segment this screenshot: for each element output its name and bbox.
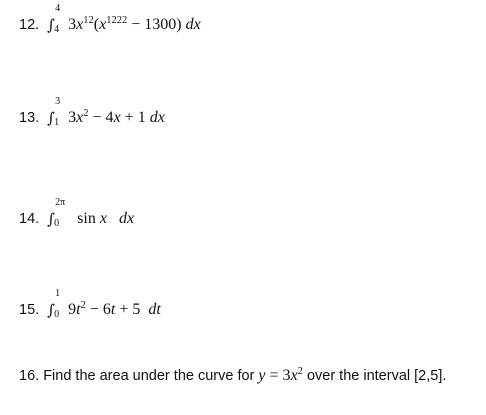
integral-symbol: ∫ — [47, 210, 55, 228]
problem-16 — [19, 367, 446, 385]
upper-limit: 4 — [55, 3, 61, 14]
upper-limit: 1 — [55, 288, 61, 299]
lower-limit: 0 — [54, 218, 60, 229]
problem-text: Find the area under the curve for — [39, 368, 259, 384]
variable: t — [76, 301, 81, 318]
exponent: 2 — [83, 108, 89, 119]
variable: t — [110, 301, 116, 318]
variable: x — [99, 16, 107, 33]
variable: x — [76, 16, 84, 33]
integral-sign — [47, 288, 64, 320]
variable: x — [76, 109, 84, 126]
exponent: 2 — [297, 366, 303, 377]
open-paren: ( — [93, 16, 100, 33]
expression-rest: − 4 — [88, 109, 114, 126]
variable: y — [258, 367, 266, 384]
problem-12 — [19, 3, 201, 35]
problem-number: 12. — [19, 17, 40, 33]
upper-limit: 2π — [55, 197, 66, 208]
integral-sign — [47, 197, 73, 229]
variable: x — [290, 367, 298, 384]
problem-number: 13. — [19, 110, 40, 126]
exponent: 12 — [83, 15, 94, 26]
variable: x — [99, 210, 107, 227]
coefficient: 9 — [68, 301, 77, 318]
differential: dx — [149, 109, 165, 126]
equation — [258, 367, 303, 384]
expression-rest: + 5 — [115, 301, 149, 318]
problem-15 — [19, 288, 161, 320]
differential: dt — [148, 301, 161, 318]
integrand — [68, 301, 161, 318]
coefficient: 3 — [68, 16, 77, 33]
expression-rest: − 1300) — [127, 16, 186, 33]
exponent: 1222 — [106, 15, 128, 26]
function-name: sin — [77, 210, 96, 227]
variable: x — [113, 109, 121, 126]
exponent: 2 — [80, 300, 86, 311]
problem-number: 16. — [19, 368, 40, 384]
problem-text: over the interval [2,5]. — [302, 368, 447, 384]
integral-sign — [47, 3, 64, 35]
integrand — [68, 109, 165, 126]
lower-limit: 1 — [54, 117, 60, 128]
integrand — [68, 16, 201, 33]
integral-symbol: ∫ — [47, 109, 55, 127]
problem-13 — [19, 96, 165, 128]
lower-limit: 4 — [54, 24, 60, 35]
lower-limit: 0 — [54, 309, 60, 320]
differential: dx — [118, 210, 135, 227]
problem-14 — [19, 197, 135, 229]
coefficient: 3 — [68, 109, 77, 126]
expression-rest: − 6 — [85, 301, 111, 318]
equals-coefficient: = 3 — [265, 367, 291, 384]
integral-symbol: ∫ — [47, 16, 55, 34]
problem-number: 14. — [19, 211, 40, 227]
integral-symbol: ∫ — [47, 301, 55, 319]
expression-rest: + 1 — [120, 109, 150, 126]
integrand — [77, 210, 134, 227]
integral-sign — [47, 96, 64, 128]
differential: dx — [185, 16, 201, 33]
problem-number: 15. — [19, 302, 40, 318]
upper-limit: 3 — [55, 96, 61, 107]
